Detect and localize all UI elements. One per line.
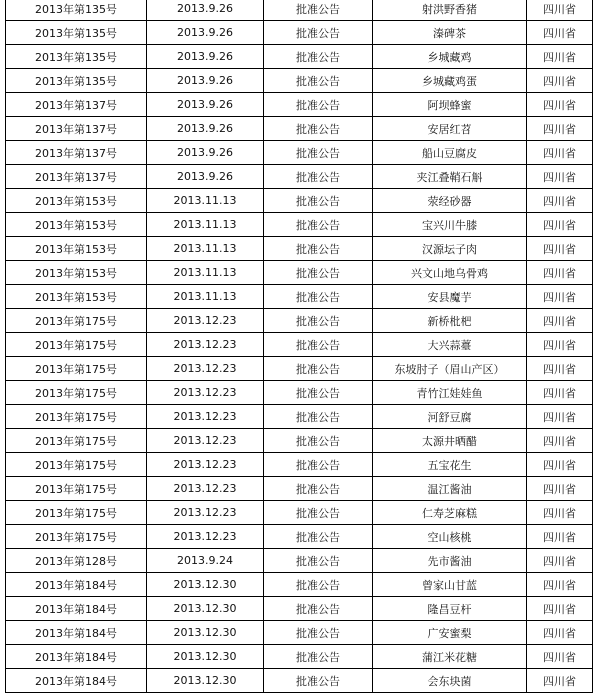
table-row [6, 189, 593, 213]
product-name-cell: 汉源坛子肉 [373, 237, 527, 261]
announcement-type-cell: 批准公告 [264, 45, 373, 69]
province-cell: 四川省 [527, 165, 593, 189]
date-cell: 2013.12.30 [147, 621, 264, 645]
product-name-cell: 射洪野香猪 [373, 0, 527, 21]
announcement-type-cell: 批准公告 [264, 21, 373, 45]
announcement-type-cell: 批准公告 [264, 381, 373, 405]
announcement-type-cell: 批准公告 [264, 261, 373, 285]
announcement-type-cell: 批准公告 [264, 357, 373, 381]
announcement-type-cell: 批准公告 [264, 69, 373, 93]
table-row [6, 453, 593, 477]
announcement-number-cell: 2013年第135号 [6, 21, 147, 45]
announcement-number-cell: 2013年第137号 [6, 165, 147, 189]
announcement-number-cell: 2013年第175号 [6, 357, 147, 381]
date-cell: 2013.9.26 [147, 165, 264, 189]
date-cell: 2013.9.26 [147, 21, 264, 45]
announcement-type-cell: 批准公告 [264, 117, 373, 141]
product-name-cell: 兴文山地乌骨鸡 [373, 261, 527, 285]
date-cell: 2013.9.26 [147, 0, 264, 21]
table-row [6, 285, 593, 309]
table-row [6, 93, 593, 117]
product-name-cell: 船山豆腐皮 [373, 141, 527, 165]
province-cell: 四川省 [527, 525, 593, 549]
announcement-number-cell: 2013年第153号 [6, 261, 147, 285]
announcement-number-cell: 2013年第184号 [6, 645, 147, 669]
province-cell: 四川省 [527, 405, 593, 429]
announcement-type-cell: 批准公告 [264, 213, 373, 237]
province-cell: 四川省 [527, 237, 593, 261]
table-row [6, 501, 593, 525]
product-name-cell: 广安蜜梨 [373, 621, 527, 645]
announcement-type-cell: 批准公告 [264, 93, 373, 117]
date-cell: 2013.12.30 [147, 597, 264, 621]
product-name-cell: 荥经砂器 [373, 189, 527, 213]
announcement-type-cell: 批准公告 [264, 597, 373, 621]
announcement-number-cell: 2013年第153号 [6, 285, 147, 309]
announcement-number-cell: 2013年第184号 [6, 597, 147, 621]
province-cell: 四川省 [527, 453, 593, 477]
date-cell: 2013.9.26 [147, 93, 264, 117]
product-name-cell: 曾家山甘蓝 [373, 573, 527, 597]
province-cell: 四川省 [527, 141, 593, 165]
date-cell: 2013.12.23 [147, 333, 264, 357]
province-cell: 四川省 [527, 333, 593, 357]
table-row [6, 645, 593, 669]
announcement-number-cell: 2013年第184号 [6, 573, 147, 597]
table-row [6, 525, 593, 549]
product-name-cell: 大兴蒜薹 [373, 333, 527, 357]
announcement-number-cell: 2013年第175号 [6, 477, 147, 501]
announcement-number-cell: 2013年第135号 [6, 45, 147, 69]
table-row [6, 357, 593, 381]
announcement-number-cell: 2013年第153号 [6, 189, 147, 213]
table-row [6, 477, 593, 501]
product-name-cell: 乡城藏鸡 [373, 45, 527, 69]
product-name-cell: 东坡肘子（眉山产区） [373, 357, 527, 381]
province-cell: 四川省 [527, 477, 593, 501]
table-row [6, 549, 593, 573]
province-cell: 四川省 [527, 69, 593, 93]
announcement-number-cell: 2013年第128号 [6, 549, 147, 573]
announcement-type-cell: 批准公告 [264, 573, 373, 597]
product-name-cell: 宝兴川牛膝 [373, 213, 527, 237]
date-cell: 2013.11.13 [147, 285, 264, 309]
announcement-number-cell: 2013年第184号 [6, 621, 147, 645]
date-cell: 2013.9.26 [147, 141, 264, 165]
province-cell: 四川省 [527, 309, 593, 333]
product-name-cell: 先市酱油 [373, 549, 527, 573]
table-row [6, 261, 593, 285]
table-row [6, 381, 593, 405]
announcement-number-cell: 2013年第153号 [6, 237, 147, 261]
announcement-number-cell: 2013年第175号 [6, 453, 147, 477]
announcement-number-cell: 2013年第175号 [6, 429, 147, 453]
province-cell: 四川省 [527, 549, 593, 573]
table-row [6, 117, 593, 141]
product-name-cell: 仁寿芝麻糕 [373, 501, 527, 525]
date-cell: 2013.11.13 [147, 189, 264, 213]
province-cell: 四川省 [527, 501, 593, 525]
province-cell: 四川省 [527, 285, 593, 309]
table-row [6, 237, 593, 261]
province-cell: 四川省 [527, 21, 593, 45]
province-cell: 四川省 [527, 117, 593, 141]
announcement-number-cell: 2013年第137号 [6, 93, 147, 117]
product-name-cell: 安居红苕 [373, 117, 527, 141]
date-cell: 2013.12.23 [147, 309, 264, 333]
product-name-cell: 溱碑茶 [373, 21, 527, 45]
product-name-cell: 隆昌豆杆 [373, 597, 527, 621]
date-cell: 2013.12.23 [147, 501, 264, 525]
announcement-type-cell: 批准公告 [264, 525, 373, 549]
table-row [6, 0, 593, 21]
province-cell: 四川省 [527, 621, 593, 645]
product-name-cell: 夹江叠鞘石斛 [373, 165, 527, 189]
province-cell: 四川省 [527, 645, 593, 669]
province-cell: 四川省 [527, 261, 593, 285]
date-cell: 2013.12.23 [147, 381, 264, 405]
date-cell: 2013.12.23 [147, 453, 264, 477]
date-cell: 2013.9.26 [147, 45, 264, 69]
table-row [6, 429, 593, 453]
product-name-cell: 五宝花生 [373, 453, 527, 477]
announcement-number-cell: 2013年第135号 [6, 69, 147, 93]
announcement-type-cell: 批准公告 [264, 501, 373, 525]
province-cell: 四川省 [527, 381, 593, 405]
table-row [6, 69, 593, 93]
table-row [6, 45, 593, 69]
date-cell: 2013.11.13 [147, 213, 264, 237]
table-row [6, 597, 593, 621]
product-name-cell: 会东块菌 [373, 669, 527, 693]
announcement-number-cell: 2013年第175号 [6, 333, 147, 357]
province-cell: 四川省 [527, 93, 593, 117]
announcement-number-cell: 2013年第175号 [6, 525, 147, 549]
product-name-cell: 温江酱油 [373, 477, 527, 501]
province-cell: 四川省 [527, 45, 593, 69]
announcement-number-cell: 2013年第175号 [6, 309, 147, 333]
announcement-type-cell: 批准公告 [264, 237, 373, 261]
date-cell: 2013.12.30 [147, 645, 264, 669]
announcement-type-cell: 批准公告 [264, 333, 373, 357]
product-name-cell: 新桥枇杷 [373, 309, 527, 333]
announcement-number-cell: 2013年第175号 [6, 381, 147, 405]
product-name-cell: 安县魔芋 [373, 285, 527, 309]
date-cell: 2013.12.23 [147, 477, 264, 501]
product-name-cell: 空山核桃 [373, 525, 527, 549]
product-name-cell: 太源井晒醋 [373, 429, 527, 453]
announcement-type-cell: 批准公告 [264, 477, 373, 501]
product-table [5, 0, 593, 693]
table-row [6, 621, 593, 645]
announcement-number-cell: 2013年第137号 [6, 141, 147, 165]
date-cell: 2013.12.23 [147, 429, 264, 453]
date-cell: 2013.12.30 [147, 669, 264, 693]
announcement-type-cell: 批准公告 [264, 309, 373, 333]
announcement-type-cell: 批准公告 [264, 141, 373, 165]
date-cell: 2013.9.26 [147, 69, 264, 93]
announcement-number-cell: 2013年第184号 [6, 669, 147, 693]
province-cell: 四川省 [527, 429, 593, 453]
announcement-type-cell: 批准公告 [264, 669, 373, 693]
announcement-number-cell: 2013年第175号 [6, 501, 147, 525]
product-name-cell: 青竹江娃娃鱼 [373, 381, 527, 405]
announcement-type-cell: 批准公告 [264, 405, 373, 429]
announcement-type-cell: 批准公告 [264, 189, 373, 213]
table-row [6, 21, 593, 45]
announcement-type-cell: 批准公告 [264, 621, 373, 645]
table-row [6, 309, 593, 333]
announcement-type-cell: 批准公告 [264, 165, 373, 189]
product-name-cell: 河舒豆腐 [373, 405, 527, 429]
announcement-type-cell: 批准公告 [264, 453, 373, 477]
province-cell: 四川省 [527, 573, 593, 597]
date-cell: 2013.11.13 [147, 261, 264, 285]
date-cell: 2013.11.13 [147, 237, 264, 261]
announcement-type-cell: 批准公告 [264, 285, 373, 309]
province-cell: 四川省 [527, 669, 593, 693]
announcement-type-cell: 批准公告 [264, 645, 373, 669]
table-body [6, 0, 593, 693]
announcement-number-cell: 2013年第137号 [6, 117, 147, 141]
date-cell: 2013.12.23 [147, 525, 264, 549]
province-cell: 四川省 [527, 597, 593, 621]
table-row [6, 213, 593, 237]
province-cell: 四川省 [527, 357, 593, 381]
province-cell: 四川省 [527, 189, 593, 213]
announcement-type-cell: 批准公告 [264, 429, 373, 453]
province-cell: 四川省 [527, 213, 593, 237]
date-cell: 2013.12.23 [147, 357, 264, 381]
table-row [6, 669, 593, 693]
table-row [6, 333, 593, 357]
province-cell: 四川省 [527, 0, 593, 21]
announcement-type-cell: 批准公告 [264, 0, 373, 21]
announcement-number-cell: 2013年第153号 [6, 213, 147, 237]
announcement-number-cell: 2013年第175号 [6, 405, 147, 429]
product-name-cell: 阿坝蜂蜜 [373, 93, 527, 117]
product-name-cell: 乡城藏鸡蛋 [373, 69, 527, 93]
date-cell: 2013.12.30 [147, 573, 264, 597]
table-row [6, 573, 593, 597]
date-cell: 2013.9.24 [147, 549, 264, 573]
table-row [6, 165, 593, 189]
table-row [6, 405, 593, 429]
date-cell: 2013.9.26 [147, 117, 264, 141]
announcement-type-cell: 批准公告 [264, 549, 373, 573]
table-row [6, 141, 593, 165]
announcement-number-cell: 2013年第135号 [6, 0, 147, 21]
date-cell: 2013.12.23 [147, 405, 264, 429]
product-name-cell: 蒲江米花糖 [373, 645, 527, 669]
